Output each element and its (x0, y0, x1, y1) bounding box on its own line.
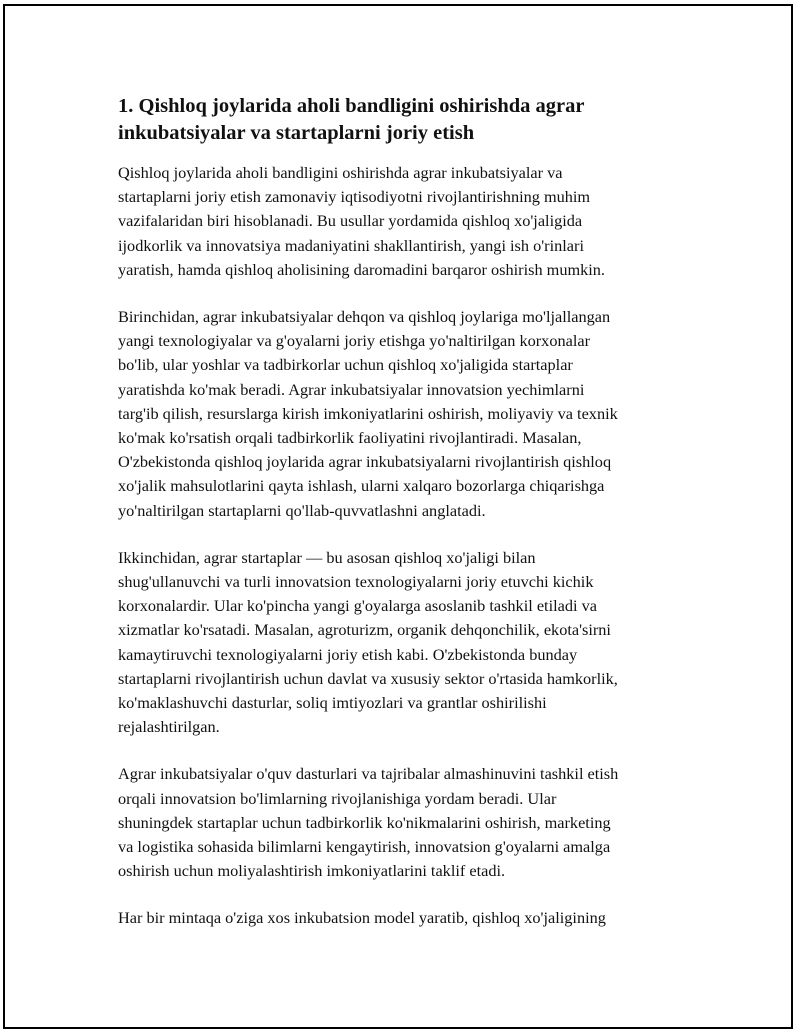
paragraph-first-point: Birinchidan, agrar inkubatsiyalar dehqon va qishloq joylariga mo'ljallangan yangi texnologiyalar va g'oyalarni joriy etishga yo'naltirilgan korxonalar bo'lib, ular yoshlar va tadbirkorlar uchun qishloq xo'jaligida startaplar yaratishda ko'mak beradi. Agrar inkubatsiyalar innovatsion yechimlarni targ'ib qilish, resurslarga kirish imkoniyatlarini oshirish, moliyaviy va texnik ko'mak ko'rsatish orqali tadbirkorlik faoliyatini rivojlantiradi. Masalan, O'zbekistonda qishloq joylarida agrar inkubatsiyalarni rivojlantirish qishloq xo'jalik mahsulotlarini qayta ishlash, ularni xalqaro bozorlarga chiqarishga yo'naltirilgan startaplarni qo'llab-quvvatlashni anglatadi. (118, 307, 618, 520)
paragraph-second-point: Ikkinchidan, agrar startaplar — bu asosan qishloq xo'jaligi bilan shug'ullanuvchi va turli innovatsion texnologiyalarni joriy etuvchi kichik korxonalardir. Ular ko'pincha yangi g'oyalarga asoslanib tashkil etiladi va xizmatlar ko'rsatadi. Masalan, agroturizm, organik dehqonchilik, ekota'sirni kamaytiruvchi texnologiyalarni joriy etish kabi. O'zbekistonda bunday startaplarni rivojlantirish uchun davlat va xususiy sektor o'rtasida hamkorlik, ko'maklashuvchi dasturlar, soliq imtiyozlari va grantlar oshirilishi rejalashtirilgan. (118, 547, 618, 737)
paragraph-regional-model: Har bir mintaqa o'ziga xos inkubatsion model yaratib, qishloq xo'jaligining (118, 908, 606, 928)
document-body (118, 93, 698, 954)
paragraph-training: Agrar inkubatsiyalar o'quv dasturlari va tajribalar almashinuvini tashkil etish orqali innovatsion bo'limlarning rivojlanishiga yordam beradi. Ular shuningdek startaplar uchun tadbirkorlik ko'nikmalarini oshirish, marketing va logistika sohasida bilimlarni kengaytirish, innovatsion g'oyalarni amalga oshirish uchun moliyalashtirish imkoniyatlarini taklif etadi. (118, 764, 619, 881)
section-heading: 1. Qishloq joylarida aholi bandligini oshirishda agrar inkubatsiyalar va startaplarni joriy etish (118, 95, 585, 144)
paragraph-intro: Qishloq joylarida aholi bandligini oshirishda agrar inkubatsiyalar va startaplarni joriy etish zamonaviy iqtisodiyotni rivojlantirishning muhim vazifalaridan biri hisoblanadi. Bu usullar yordamida qishloq xo'jaligida ijodkorlik va innovatsiya madaniyatini shakllantirish, yangi ish o'rinlari yaratish, hamda qishloq aholisining daromadini barqaror oshirish mumkin. (118, 163, 605, 279)
